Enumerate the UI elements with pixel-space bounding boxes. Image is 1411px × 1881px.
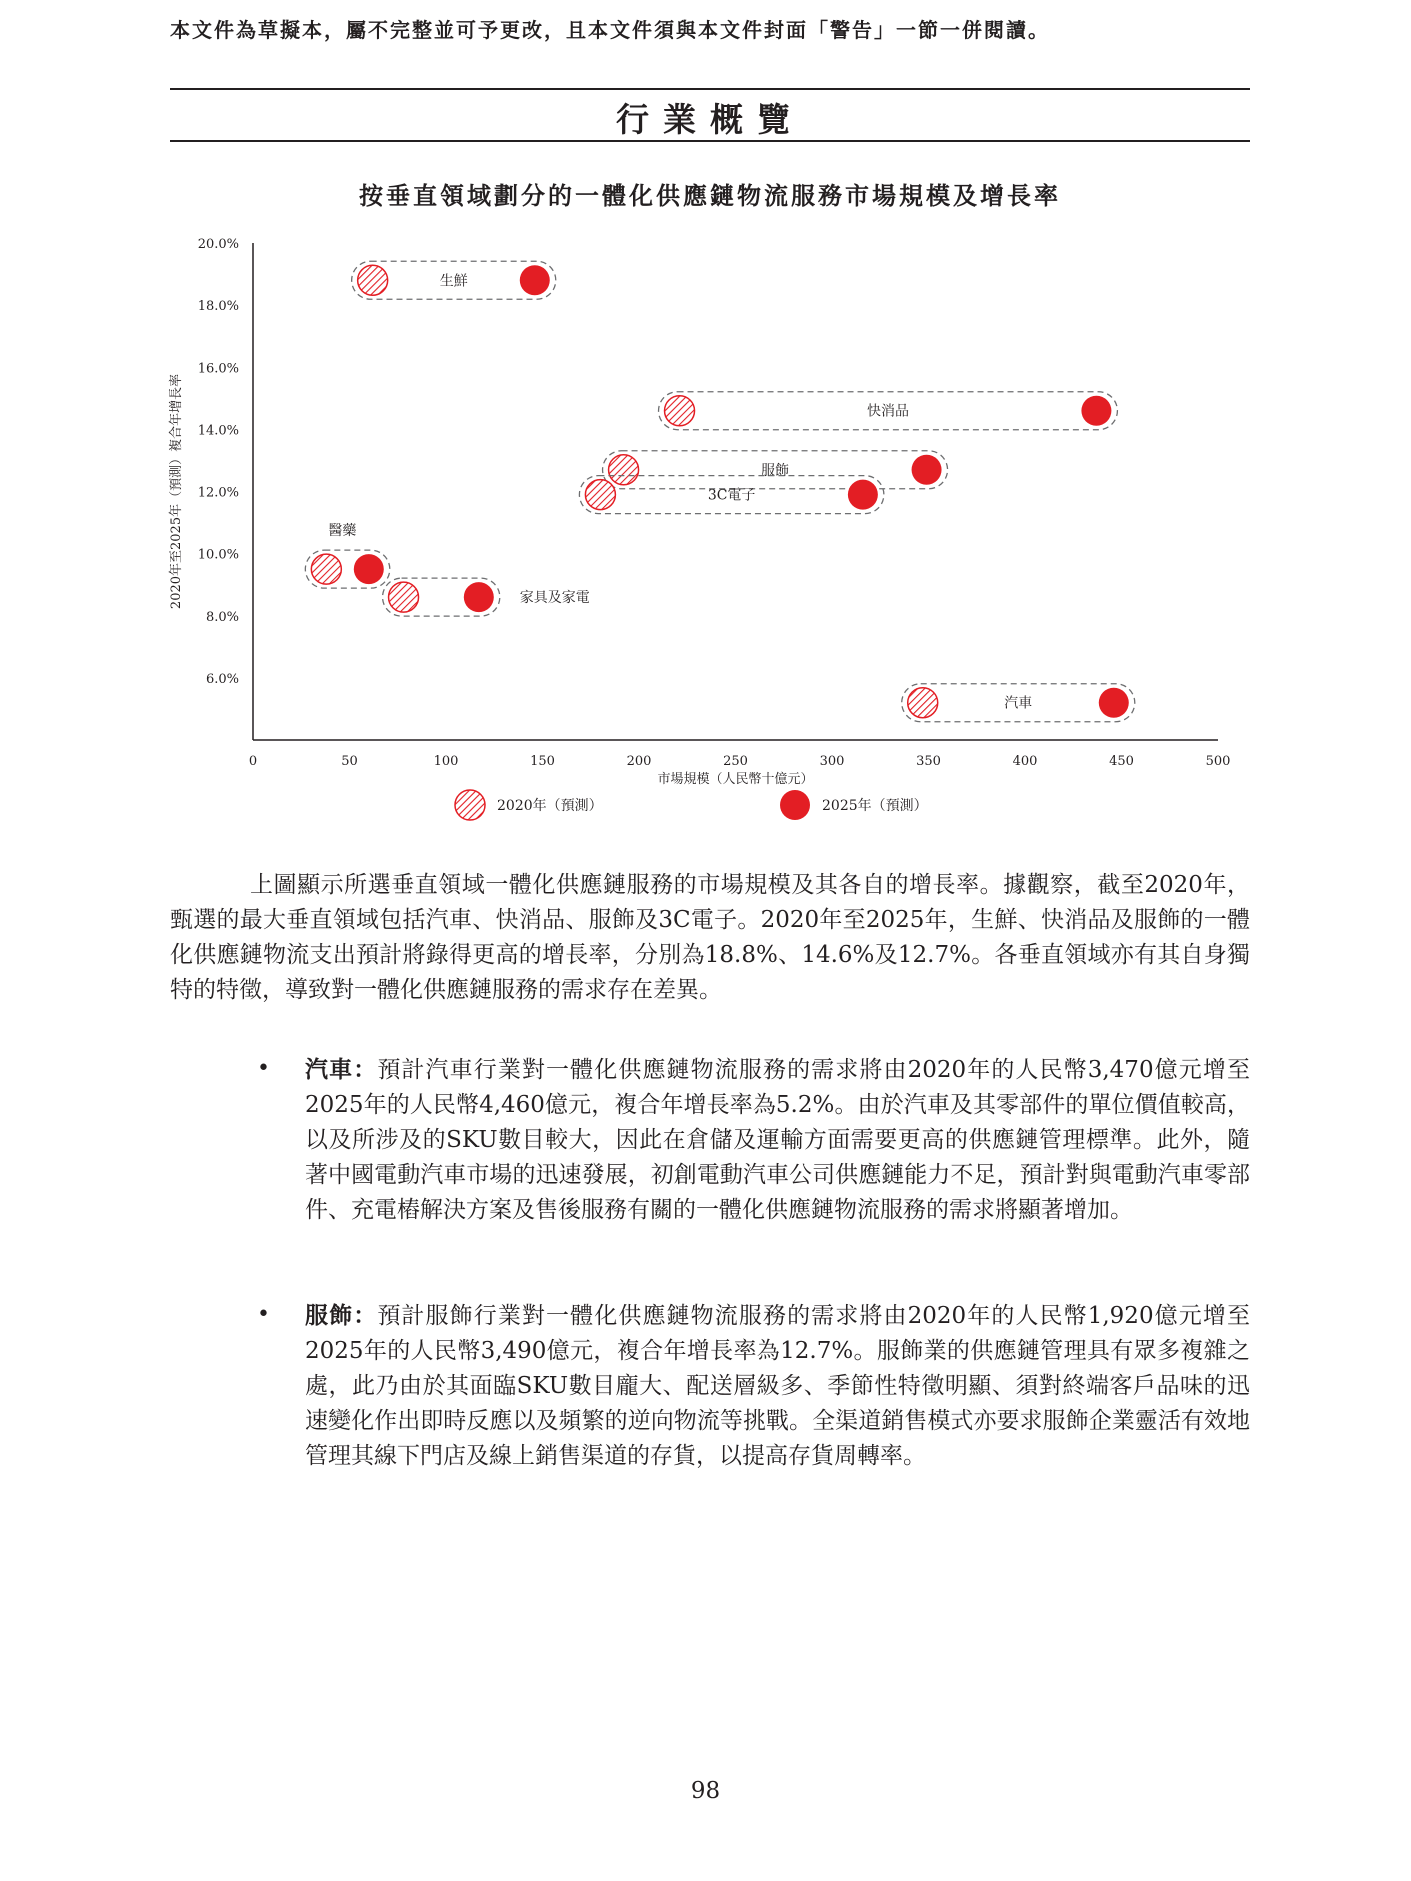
top-rule xyxy=(170,88,1250,90)
point-2025 xyxy=(354,554,384,584)
point-2025 xyxy=(520,265,550,295)
series-label: 生鮮 xyxy=(439,273,468,290)
y-tick-label: 10.0% xyxy=(197,547,239,563)
market-size-growth-chart xyxy=(150,225,1260,840)
series-label: 3C電子 xyxy=(707,487,756,504)
section-title: 行業概覽 xyxy=(616,100,804,139)
series-label: 醫藥 xyxy=(328,523,357,540)
x-tick-label: 150 xyxy=(530,754,555,769)
bullet-marker: • xyxy=(257,1302,270,1327)
legend-swatch-2020 xyxy=(455,790,485,820)
y-tick-label: 6.0% xyxy=(205,671,239,687)
point-2025 xyxy=(1099,688,1129,718)
x-tick-label: 450 xyxy=(1109,754,1134,769)
bullet-body: 預計汽車行業對一體化供應鏈物流服務的需求將由2020年的人民幣3,470億元增至2025年的人民幣4,460億元，複合年增長率為5.2%。由於汽車及其零部件的單位價值較高，以及所涉及的SKU數目較大，因此在倉儲及運輸方面需要更高的供應鏈管理標準。此外，隨著中國電動汽車市場的迅速發展，初創電動汽車公司供應鏈能力不足，預計對與電動汽車零部件、充電樁解決方案及售後服務有關的一體化供應鏈物流服務的需求將顯著增加。 xyxy=(305,1057,1250,1223)
point-2025 xyxy=(912,455,942,485)
point-2020 xyxy=(908,688,938,718)
bullet-apparel xyxy=(305,1298,1250,1474)
point-2020 xyxy=(665,396,695,426)
bullet-heading: 服飾： xyxy=(305,1302,378,1329)
x-tick-label: 350 xyxy=(916,754,941,769)
series-label: 快消品 xyxy=(866,403,909,420)
x-tick-label: 400 xyxy=(1012,754,1038,769)
bottom-rule xyxy=(170,140,1250,142)
legend-swatch-2025 xyxy=(780,790,810,820)
y-tick-label: 14.0% xyxy=(197,423,239,439)
y-axis-title: 2020年至2025年（預測）複合年增長率 xyxy=(169,373,184,610)
bullet-heading: 汽車： xyxy=(305,1056,378,1083)
legend-label-2020: 2020年（預測） xyxy=(497,798,603,814)
intro-paragraph: 上圖顯示所選垂直領域一體化供應鏈服務的市場規模及其各自的增長率。據觀察，截至2020年，甄選的最大垂直領域包括汽車、快消品、服飾及3C電子。2020年至2025年，生鮮、快消品及服飾的一體化供應鏈物流支出預計將錄得更高的增長率，分別為18.8%、14.6%及12.7%。各垂直領域亦有其自身獨特的特徵，導致對一體化供應鏈服務的需求存在差異。 xyxy=(170,872,1250,1003)
point-2020 xyxy=(389,582,419,612)
x-tick-label: 300 xyxy=(819,754,845,769)
chart-title: 按垂直領域劃分的一體化供應鏈物流服務市場規模及增長率 xyxy=(359,181,1061,210)
point-2025 xyxy=(848,480,878,510)
point-2020 xyxy=(358,265,388,295)
series-label: 汽車 xyxy=(1004,695,1033,712)
x-tick-label: 100 xyxy=(433,754,459,769)
x-tick-label: 50 xyxy=(341,754,358,769)
point-2025 xyxy=(464,582,494,612)
page-number: 98 xyxy=(690,1778,721,1804)
series-label: 家具及家電 xyxy=(519,590,590,607)
bullet-marker: • xyxy=(257,1056,270,1081)
point-2025 xyxy=(1081,396,1111,426)
y-tick-label: 16.0% xyxy=(197,361,239,377)
y-tick-label: 12.0% xyxy=(197,485,239,501)
series-label: 服飾 xyxy=(761,462,790,479)
x-tick-label: 500 xyxy=(1205,754,1231,769)
point-2020 xyxy=(585,480,615,510)
point-2020 xyxy=(311,554,341,584)
y-tick-label: 18.0% xyxy=(197,299,239,315)
x-axis-title: 市場規模（人民幣十億元） xyxy=(657,772,814,787)
legend-label-2025: 2025年（預測） xyxy=(822,798,928,814)
bullet-body: 預計服飾行業對一體化供應鏈物流服務的需求將由2020年的人民幣1,920億元增至2025年的人民幣3,490億元，複合年增長率為12.7%。服飾業的供應鏈管理具有眾多複雜之處，此乃由於其面臨SKU數目龐大、配送層級多、季節性特徵明顯、須對終端客戶品味的迅速變化作出即時反應以及頻繁的逆向物流等挑戰。全渠道銷售模式亦要求服飾企業靈活有效地管理其線下門店及線上銷售渠道的存貨，以提高存貨周轉率。 xyxy=(305,1303,1250,1469)
bullet-automotive xyxy=(305,1052,1250,1228)
point-2020 xyxy=(609,455,639,485)
y-tick-label: 8.0% xyxy=(205,609,239,625)
y-tick-label: 20.0% xyxy=(197,237,239,252)
draft-notice: 本文件為草擬本，屬不完整並可予更改，且本文件須與本文件封面「警告」一節一併閱讀。 xyxy=(170,18,1050,42)
x-tick-label: 0 xyxy=(248,754,258,769)
x-tick-label: 200 xyxy=(626,754,652,769)
x-tick-label: 250 xyxy=(723,754,748,769)
